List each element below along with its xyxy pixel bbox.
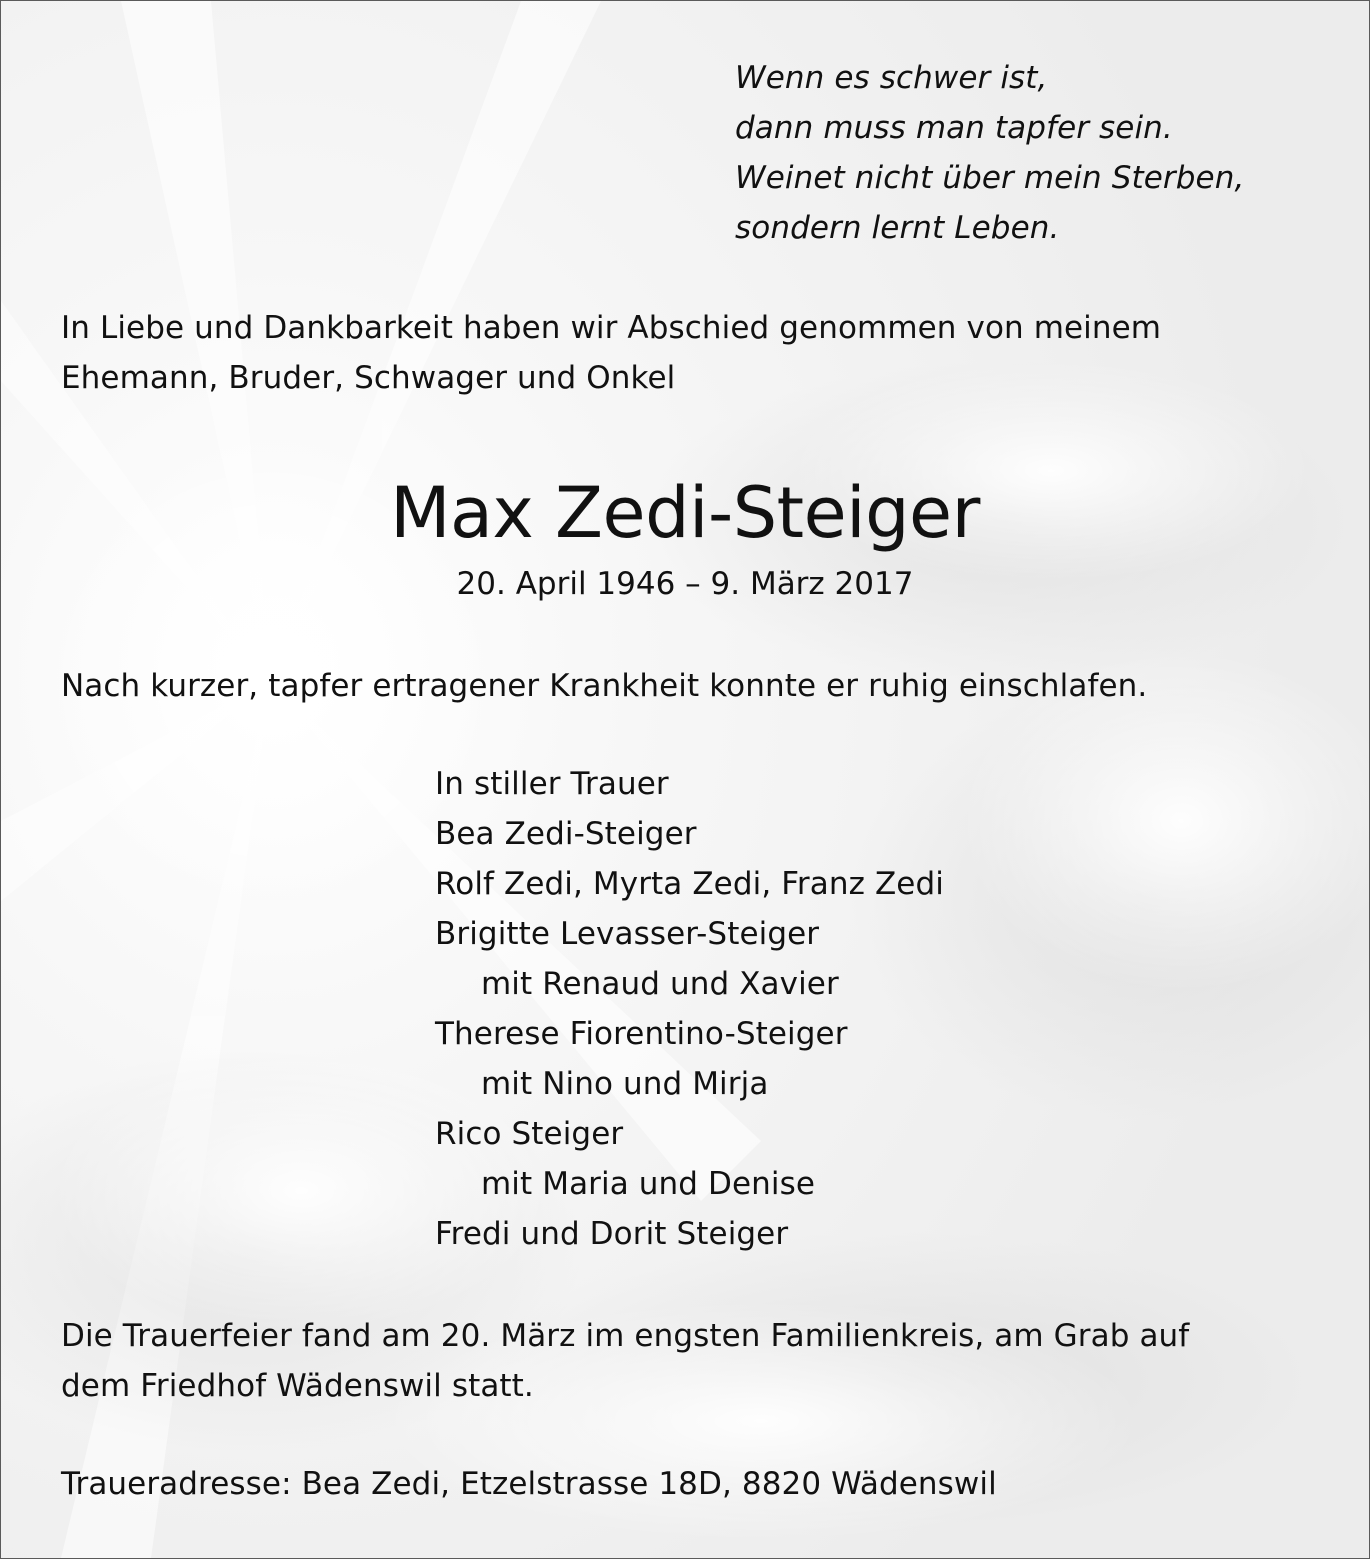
deceased-name: Max Zedi-Steiger <box>390 472 980 554</box>
motto-line: dann muss man tapfer sein. <box>735 110 1173 146</box>
statement-text: Nach kurzer, tapfer ertragener Krankheit konnte er ruhig einschlafen. <box>61 668 1148 704</box>
life-dates: 20. April 1946 – 9. März 2017 <box>456 566 914 602</box>
mourner-entry: Rolf Zedi, Myrta Zedi, Franz Zedi <box>435 866 944 902</box>
intro-line: Ehemann, Bruder, Schwager und Onkel <box>61 360 676 396</box>
motto-line: Weinet nicht über mein Sterben, <box>735 160 1245 196</box>
mourner-subentry: mit Nino und Mirja <box>481 1066 769 1102</box>
mourners-heading: In stiller Trauer <box>435 766 669 802</box>
mourner-entry: Brigitte Levasser-Steiger <box>435 916 820 952</box>
mourning-address: Traueradresse: Bea Zedi, Etzelstrasse 18D, 8820 Wädenswil <box>61 1466 997 1502</box>
mourner-entry: Therese Fiorentino-Steiger <box>435 1016 848 1052</box>
ceremony-line: Die Trauerfeier fand am 20. März im engsten Familienkreis, am Grab auf <box>61 1318 1190 1354</box>
mourner-entry: Bea Zedi-Steiger <box>435 816 697 852</box>
motto-line: Wenn es schwer ist, <box>735 60 1048 96</box>
mourner-subentry: mit Maria und Denise <box>481 1166 816 1202</box>
mourner-entry: Fredi und Dorit Steiger <box>435 1216 789 1252</box>
ceremony-line: dem Friedhof Wädenswil statt. <box>61 1368 534 1404</box>
mourner-entry: Rico Steiger <box>435 1116 624 1152</box>
intro-line: In Liebe und Dankbarkeit haben wir Abschied genommen von meinem <box>61 310 1162 346</box>
mourner-subentry: mit Renaud und Xavier <box>481 966 839 1002</box>
motto-line: sondern lernt Leben. <box>735 210 1060 246</box>
